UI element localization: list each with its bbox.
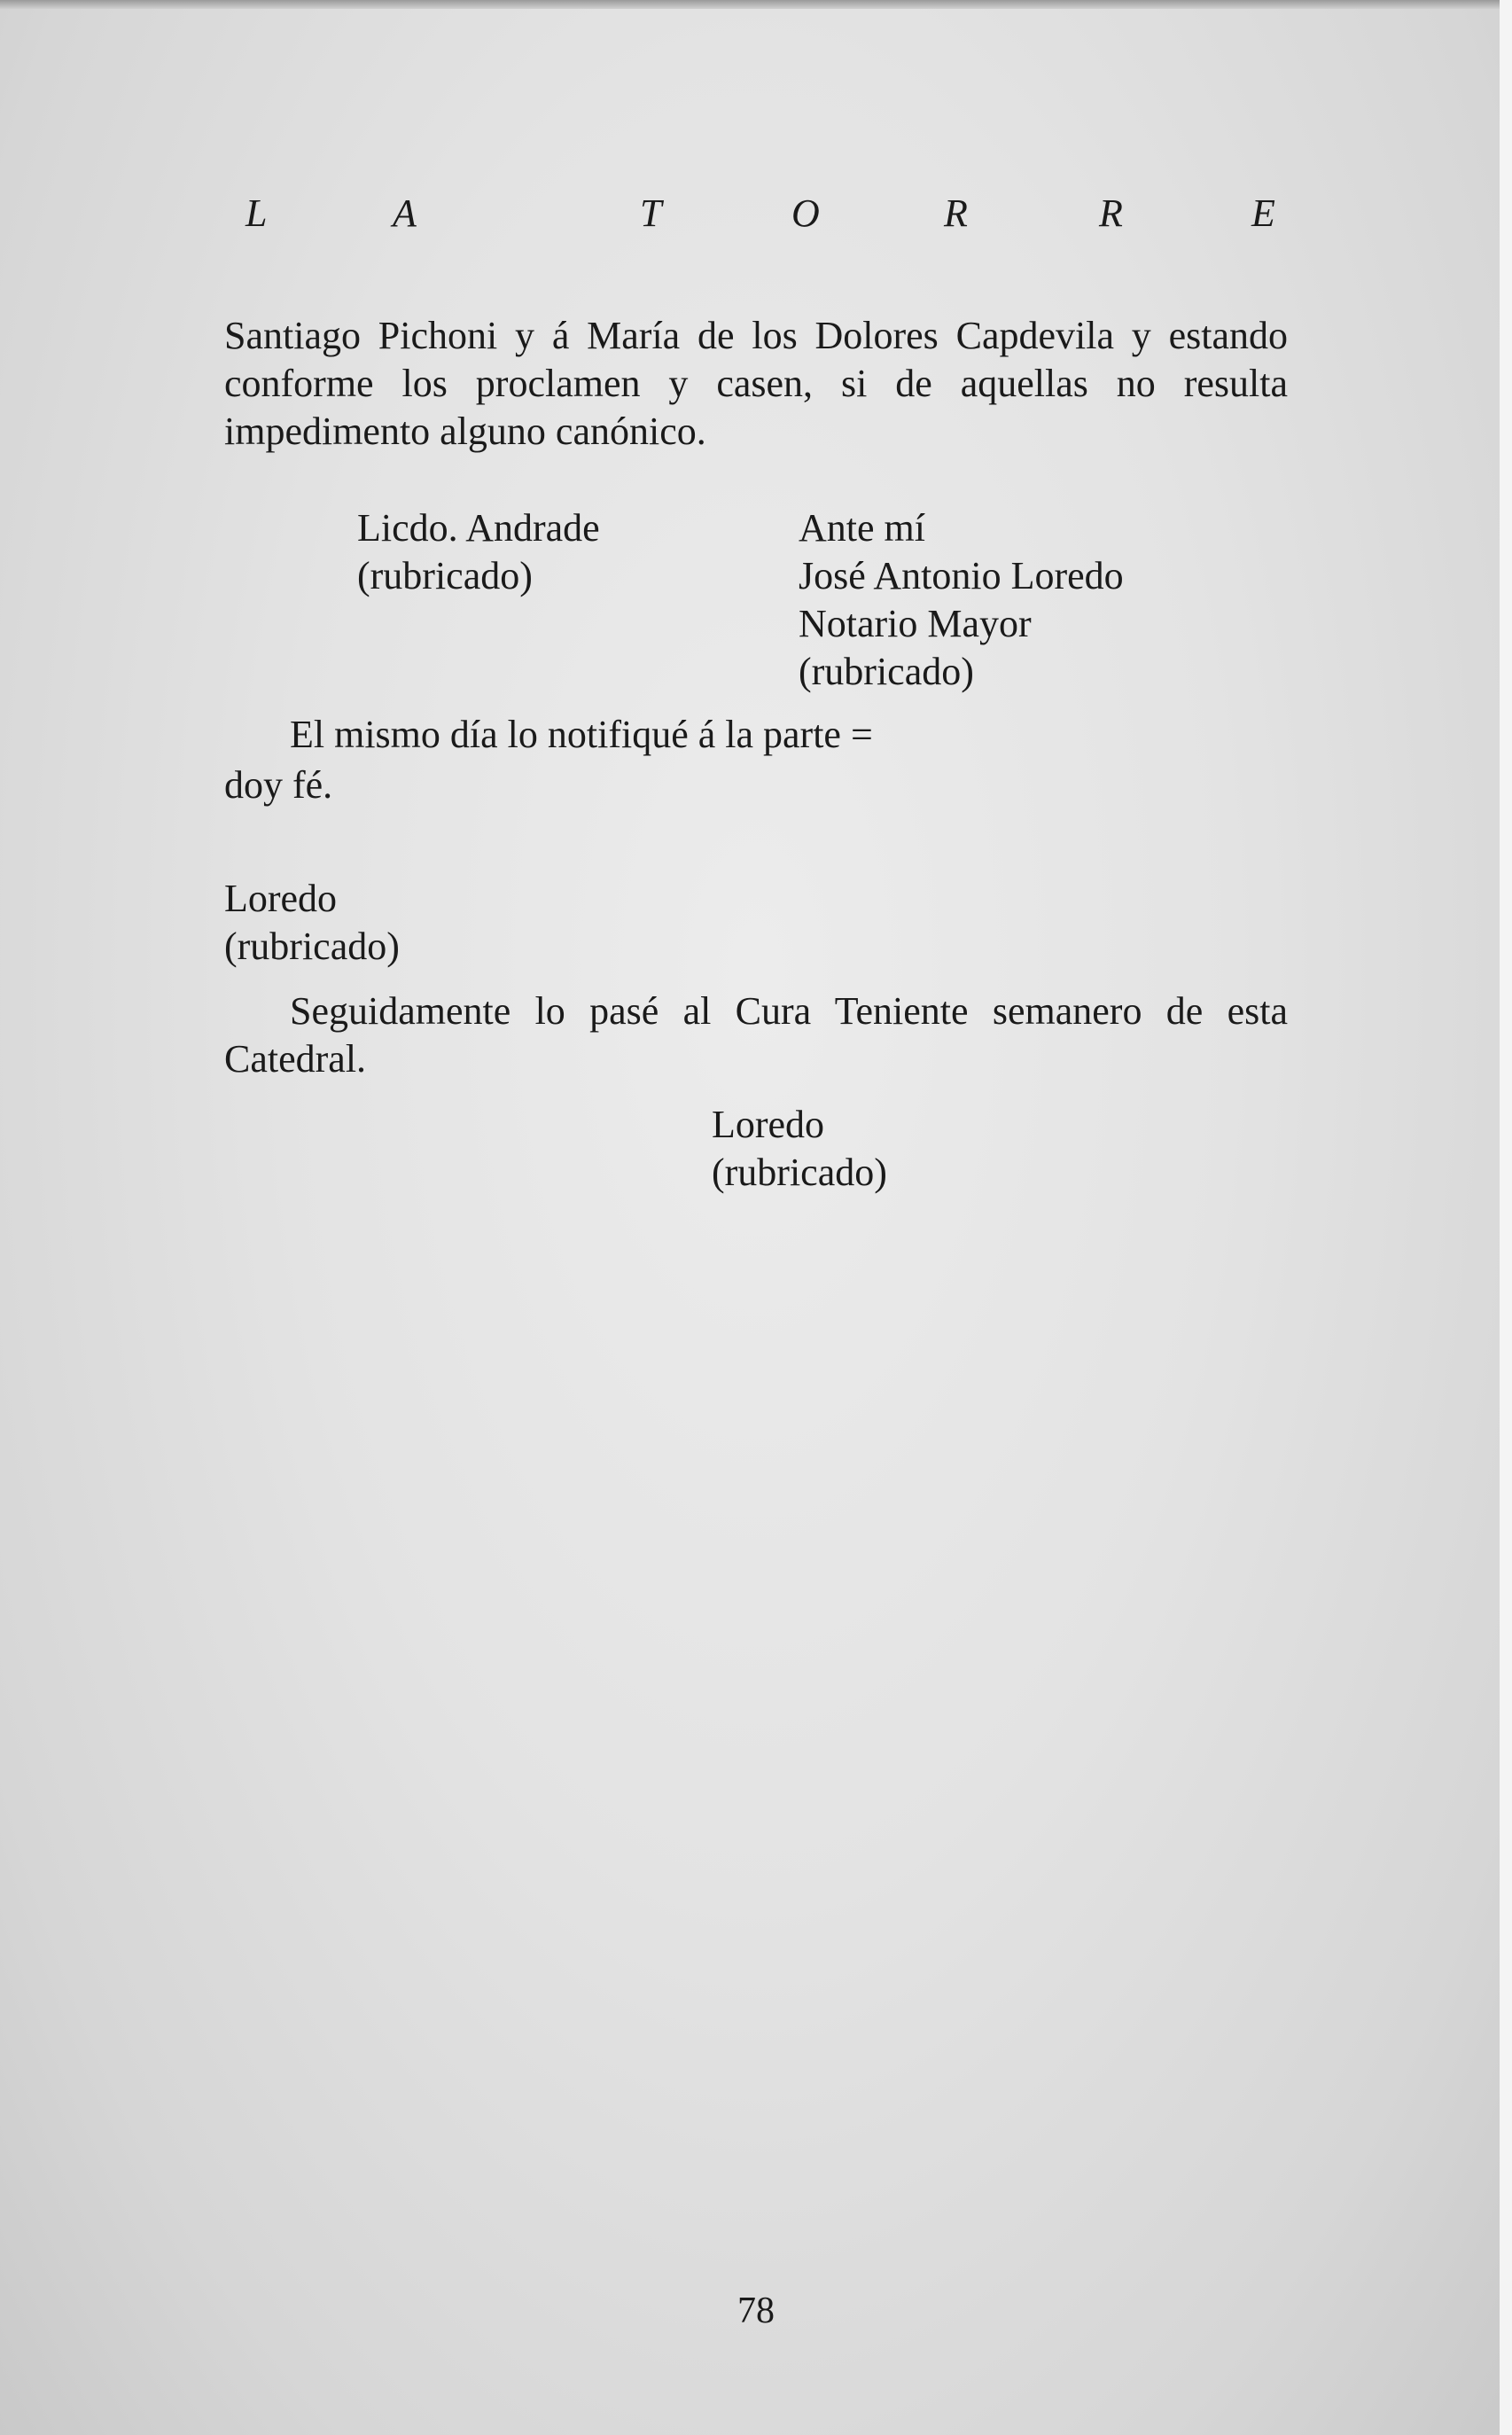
- signature-right-line3: Notario Mayor: [799, 602, 1032, 645]
- signature-right-line2: José Antonio Loredo: [799, 554, 1124, 597]
- running-head-letter: L: [246, 191, 268, 235]
- paragraph-1: Santiago Pichoni y á María de los Dolores Capdevila y estando conforme los proclamen y casen, si de aquellas no resulta impedimento alguno canónico.: [224, 314, 1288, 453]
- running-head-letter: E: [1251, 191, 1275, 235]
- paragraph-2-line1: El mismo día lo notifiqué á la parte =: [290, 713, 873, 756]
- signature-left-rubric: (rubricado): [357, 554, 533, 597]
- paragraph-2-line2: doy fé.: [224, 763, 333, 807]
- running-head-letter: R: [1099, 191, 1123, 235]
- running-head-letter: O: [791, 191, 820, 235]
- signature-2-rubric: (rubricado): [224, 925, 400, 968]
- signature-right-line1: Ante mí: [799, 506, 925, 550]
- paragraph-3: Seguidamente lo pasé al Cura Teniente semanero de esta Catedral.: [224, 989, 1288, 1081]
- running-head: [226, 191, 1290, 244]
- running-head-letter: R: [944, 191, 968, 235]
- signature-right-line4: (rubricado): [799, 650, 974, 693]
- page-number: 78: [737, 2291, 775, 2331]
- signature-2-name: Loredo: [224, 877, 338, 920]
- signature-3-name: Loredo: [712, 1103, 825, 1146]
- signature-left-name: Licdo. Andrade: [357, 506, 600, 550]
- page-right-edge: [1500, 0, 1512, 2435]
- page-top-edge: [0, 0, 1512, 9]
- running-head-letter: T: [640, 191, 662, 235]
- running-head-letter: A: [393, 191, 417, 235]
- signature-3-rubric: (rubricado): [712, 1151, 887, 1194]
